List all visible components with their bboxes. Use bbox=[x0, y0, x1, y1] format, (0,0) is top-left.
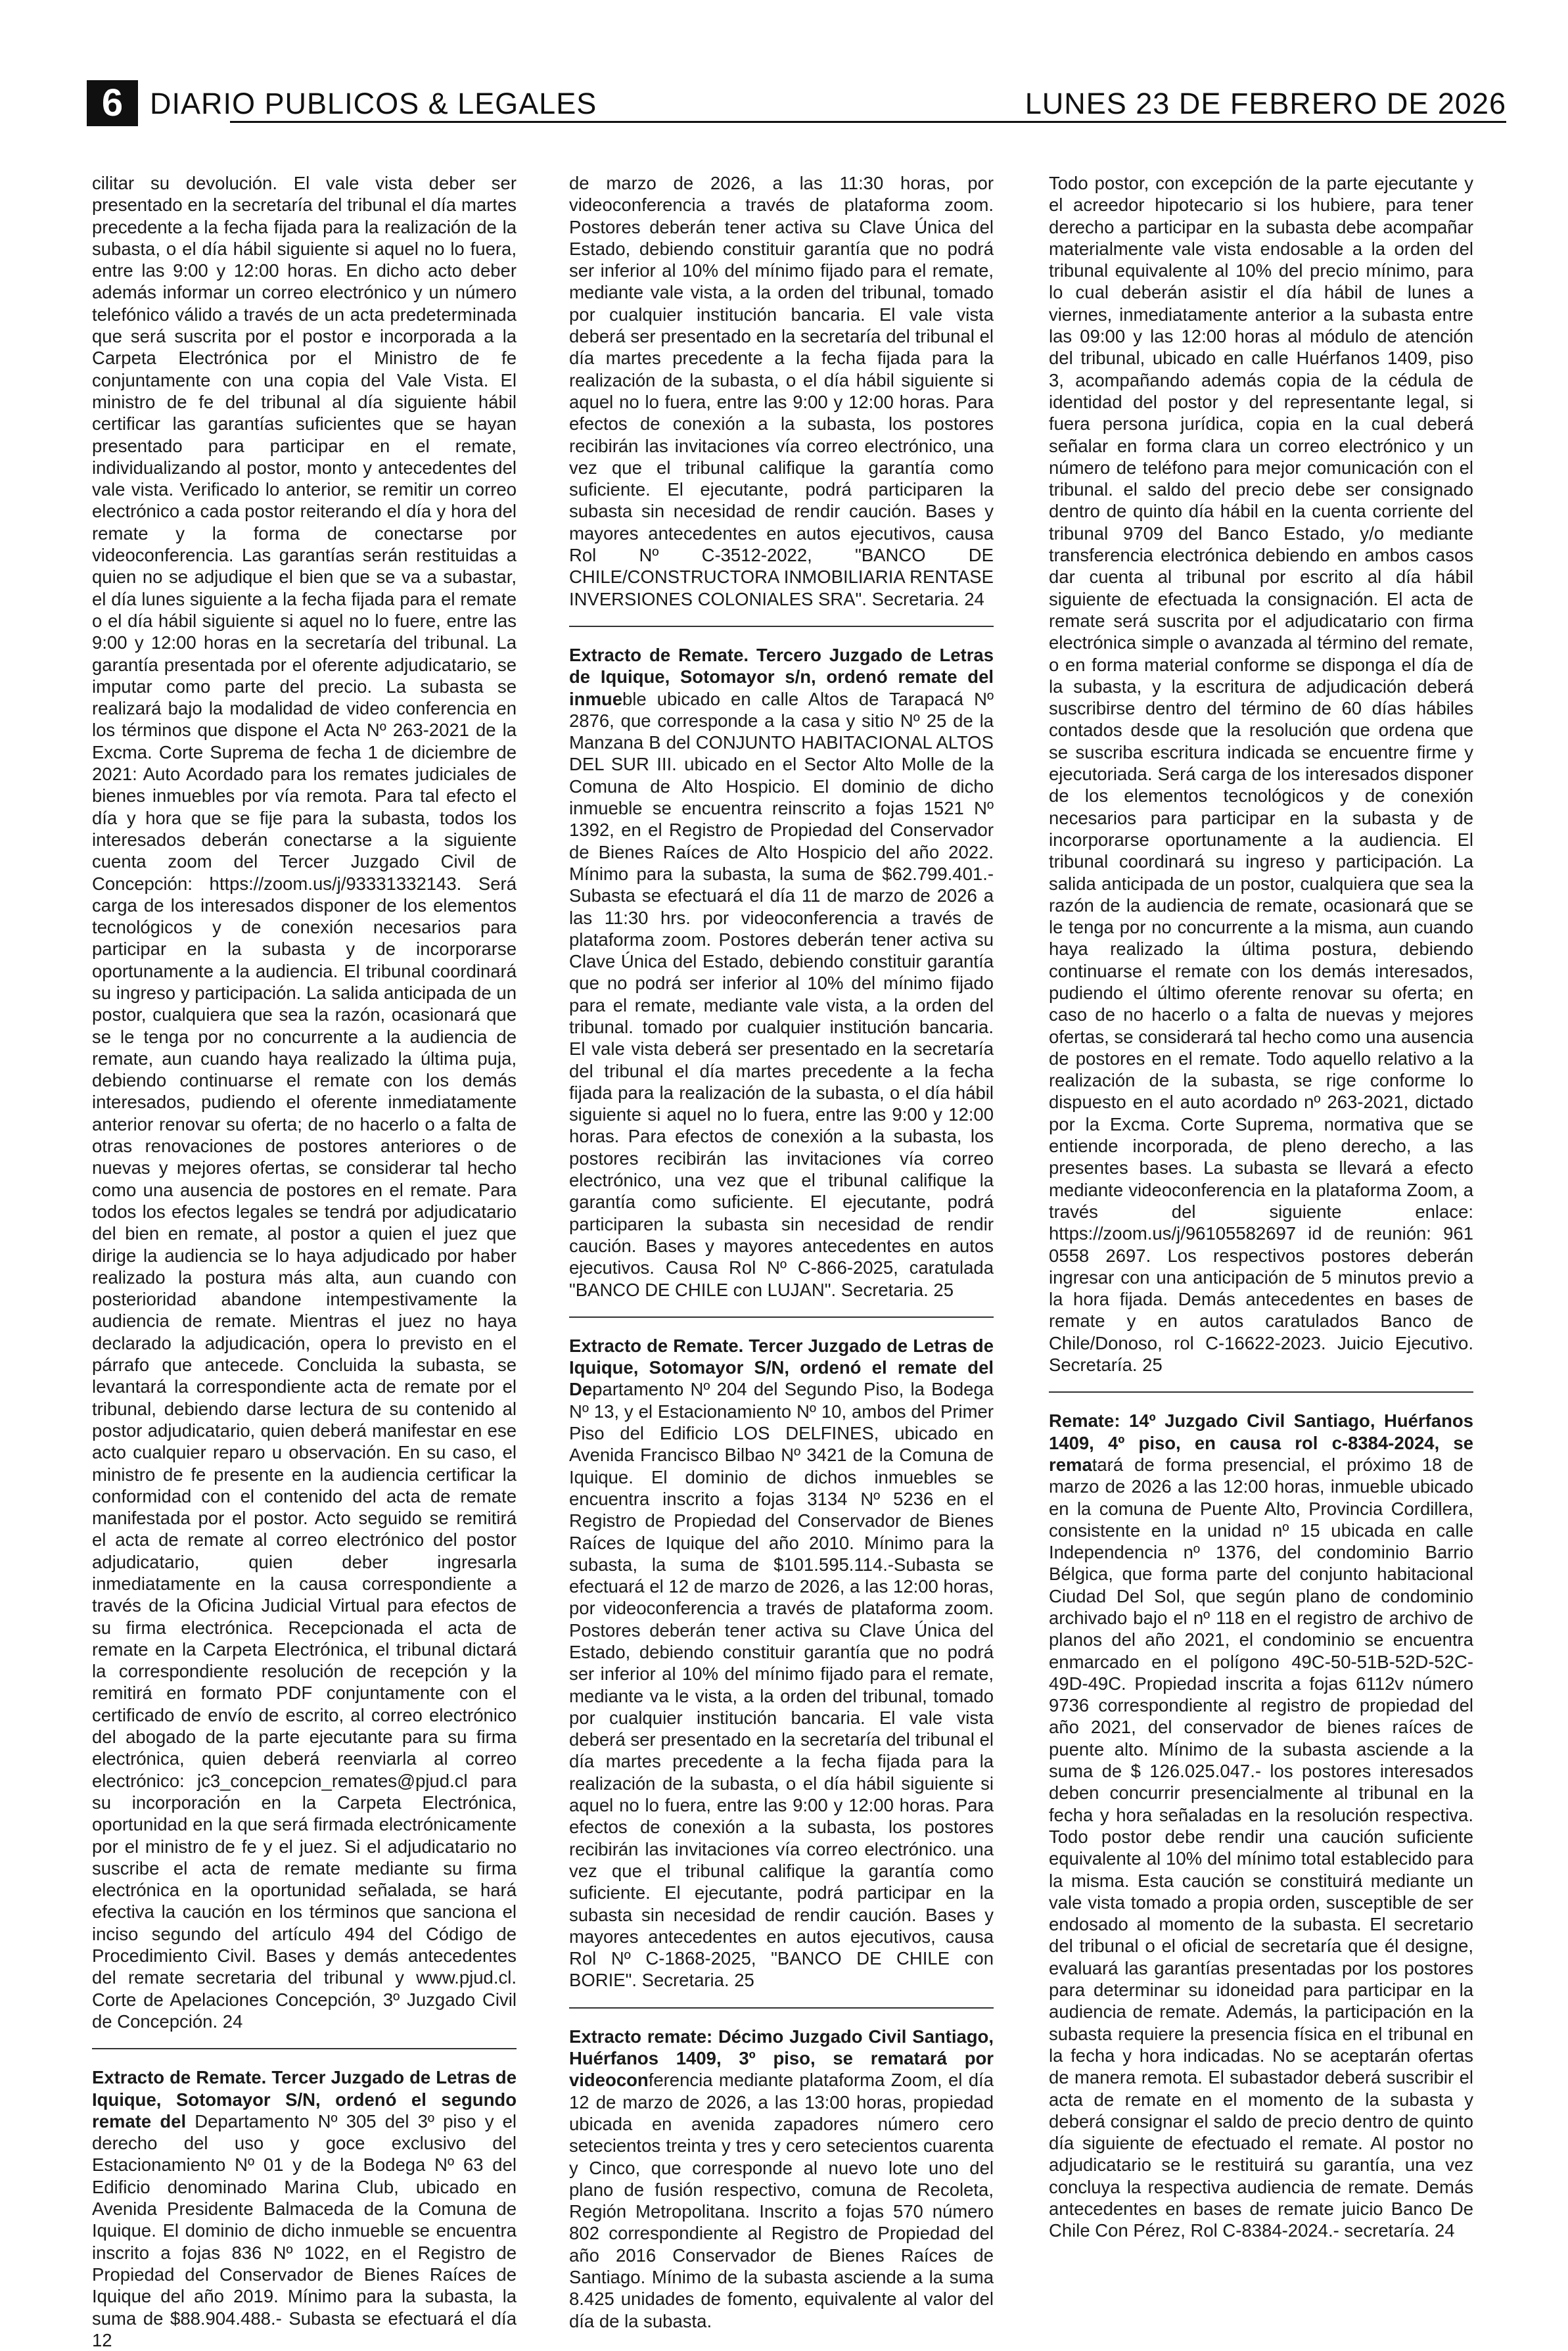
notice-divider bbox=[1049, 1391, 1473, 1393]
notice-heading: Extracto de Remate. Tercero Juzgado de Letras de Iquique, Sotomayor s/n, ordenó remate del inmue bbox=[569, 644, 994, 709]
notice-heading: Extracto remate: Décimo Juzgado Civil Santiago, Huérfanos 1409, 3º piso, se rematará por videocon bbox=[569, 2026, 994, 2091]
notice-body: ble ubicado en calle Altos de Tarapacá Nº 2876, que corresponde a la casa y sitio Nº 25 de la Manzana B del CONJUNTO HABITACIONAL ALTOS DEL SUR III. ubicado en el Sector Alto Molle de la Comuna de Alto Hospicio. El dominio de dicho inmueble se encuentra reinscrito a fojas 1521 Nº 1392, en el Registro de Propiedad del Conservador de Bienes Raíces de Alto Hospicio del año 2022. Mínimo para la subasta, la suma de $62.799.401.- Subasta se efectuará el día 11 de marzo de 2026 a las 11:30 hrs. por videoconferencia a través de plataforma zoom. Postores deberán tener activa su Clave Única del Estado, debiendo constituir garantía que no podrá ser inferior al 10% del mínimo fijado para el remate, mediante vale vista, a la orden del tribunal. tomado por cualquier institución bancaria. El vale vista deberá ser presentado en la secretaría del tribunal el día martes precedente a la fecha fijada para la realización de la subasta, o el día hábil siguiente si aquel no lo fuera, entre las 9:00 y 12:00 horas. Para efectos de conexión a la subasta, los postores recibirán las invitaciones vía correo electrónico, una vez que el tribunal califique la garantía como suficiente. El ejecutante, podrá participaren la subasta sin necesidad de rendir caución. Bases y mayores antecedentes en autos ejecutivos. Causa Rol Nº C-866-2025, caratulada "BANCO DE CHILE con LUJAN". Secretaria. 25 bbox=[569, 688, 994, 1300]
notice-divider bbox=[569, 1316, 994, 1318]
page-header bbox=[87, 80, 1506, 126]
notice-divider bbox=[92, 2048, 517, 2049]
notice-body: partamento Nº 204 del Segundo Piso, la Bodega Nº 13, y el Estacionamiento Nº 10, ambos del Primer Piso del Edificio LOS DELFINES, ubicado en Avenida Francisco Bilbao Nº 3421 de la Comuna de Iquique. El dominio de dichos inmuebles se encuentra inscrito a fojas 3134 Nº 5236 en el Registro de Propiedad del Conservador de Bienes Raíces de Iquique del año 2010. Mínimo para la subasta, la suma de $101.595.114.-Subasta se efectuará el 12 de marzo de 2026, a las 12:00 horas, por videoconferencia a través de plataforma zoom. Postores deberán tener activa su Clave Única del Estado, debiendo constituir garantía que no podrá ser inferior al 10% del mínimo fijado para el remate, mediante va le vista, a la orden del tribunal, tomado por cualquier institución bancaria. El vale vista deberá ser presentado en la secretaría del tribunal el día martes precedente a la fecha fijada para la realización de la subasta, o el día hábil siguiente si aquel no lo fuera, entre las 9:00 y 12:00 horas. Para efectos de conexión a la subasta, los postores recibirán las invitaciones vía correo electrónico. una vez que el tribunal califique la garantía como suficiente. El ejecutante, podrá participar en la subasta sin necesidad de rendir caución. Bases y mayores antecedentes en autos ejecutivos, causa Rol Nº C-1868-2025, "BANCO DE CHILE con BORIE". Secretaria. 25 bbox=[569, 1379, 994, 1991]
notice bbox=[569, 2026, 994, 2332]
notice-body: Todo postor, con excepción de la parte ejecutante y el acreedor hipotecario si los hubiere, para tener derecho a participar en la subasta debe acompañar materialmente vale vista endosable a la orden del tribunal equivalente al 10% del precio mínimo, para lo cual deberán asistir el día hábil de lunes a viernes, inmediatamente anterior a la subasta entre las 09:00 y las 12:00 horas al módulo de atención del tribunal, ubicado en calle Huérfanos 1409, piso 3, acompañando además copia de la cédula de identidad del postor y del representante legal, si fuera persona jurídica, copia en la cual deberá señalar en forma clara un correo electrónico y un número de teléfono para mejor comunicación con el tribunal. el saldo del precio debe ser consignado dentro de quinto día hábil en la cuenta corriente del tribunal 9709 del Banco Estado, y/o mediante transferencia electrónica debiendo en ambos casos dar cuenta al tribunal por escrito al día hábil siguiente de efectuada la consignación. El acta de remate será suscrita por el adjudicatario con firma electrónica simple o avanzada al término del remate, o en forma material conforme se disponga el día de la subasta, y la escritura de adjudicación deberá suscribirse dentro del término de 60 días hábiles contados desde que la resolución que ordena que se suscriba escritura indicada se encuentre firme y ejecutoriada. Será carga de los interesados disponer de los elementos tecnológicos y de conexión necesarios para participar en la subasta y de incorporarse oportunamente a la audiencia. El tribunal coordinará su ingreso y participación. La salida anticipada de un postor, cualquiera que sea la razón de la audiencia de remate, ocasionará que se le tenga por no concurrente a la misma, aun cuando haya realizado la última postura, debiendo continuarse el remate con los demás interesados, pudiendo el último oferente renovar su oferta; en caso de no hacerlo o a falta de nuevas y mejores ofertas, se considerará tal hecho como una ausencia de postores en el remate. Todo aquello relativo a la realización de la subasta, se rige conforme lo dispuesto en el auto acordado nº 263-2021, dictado por la Excma. Corte Suprema, normativa que se entiende incorporada, de pleno derecho, a las presentes bases. La subasta se llevará a efecto mediante videoconferencia en la plataforma Zoom, a través del siguiente enlace: https://zoom.us/j/96105582697 id de reunión: 961 0558 2697. Los respectivos postores deberán ingresar con una anticipación de 5 minutos previo a la hora fijada. Demás antecedentes en bases de remate y en autos caratulados Banco de Chile/Donoso, rol C-16622-2023. Juicio Ejecutivo. Secretaría. 25 bbox=[1049, 173, 1473, 1376]
notice-heading: Extracto de Remate. Tercer Juzgado de Letras de Iquique, Sotomayor S/N, ordenó el remate del De bbox=[569, 1335, 994, 1400]
notice-body: de marzo de 2026, a las 11:30 horas, por videoconferencia a través de plataforma zoom. Postores deberán tener activa su Clave Única del Estado, debiendo constituir garantía que no podrá ser inferior al 10% del mínimo fijado para el remate, mediante vale vista, a la orden del tribunal, tomado por cualquier institución bancaria. El vale vista deberá ser presentado en la secretaría del tribunal el día martes precedente a la fecha fijada para la realización de la subasta, o el día hábil siguiente si aquel no lo fuera, entre las 9:00 y 12:00 horas. Para efectos de conexión a la subasta, los postores recibirán las invitaciones vía correo electrónico, una vez que el tribunal califique la garantía como suficiente. El ejecutante, podrá participaren la subasta sin necesidad de rendir caución. Bases y mayores antecedentes en autos ejecutivos, causa Rol Nº C-3512-2022, "BANCO DE CHILE/CONSTRUCTORA INMOBILIARIA RENTASE INVERSIONES COLONIALES SRA". Secretaria. 24 bbox=[569, 173, 994, 609]
notice-body: cilitar su devolución. El vale vista deber ser presentado en la secretaría del tribunal el día martes precedente a la fecha fijada para la realización de la subasta, o el día hábil siguiente si aquel no lo fuera, entre las 9:00 y 12:00 horas. En dicho acto deber además informar un correo electrónico y un número telefónico válido a través de un acta predeterminada que será suscrita por el postor e incorporada a la Carpeta Electrónica por el Ministro de fe conjuntamente con una copia del Vale Vista. El ministro de fe del tribunal al día siguiente hábil certificar las garantías suficientes que se hayan presentado para participar en el remate, individualizando al postor, monto y antecedentes del vale vista. Verificado lo anterior, se remitir un correo electrónico a cada postor reiterando el día y hora del remate y la forma de conectarse por videoconferencia. Las garantías serán restituidas a quien no se adjudique el bien que se va a subastar, el día lunes siguiente a la fecha fijada para el remate o el día hábil siguiente si aquel no lo fuere, entre las 9:00 y 12:00 horas en la secretaría del tribunal. La garantía presentada por el oferente adjudicatario, se imputar como parte del precio. La subasta se realizará bajo la modalidad de video conferencia en los términos que dispone el Acta Nº 263-2021 de la Excma. Corte Suprema de fecha 1 de diciembre de 2021: Auto Acordado para los remates judiciales de bienes inmuebles por vía remota. Para tal efecto el día y hora que se fije para la subasta, todos los interesados deberán conectarse a la siguiente cuenta zoom del Tercer Juzgado Civil de Concepción: https://zoom.us/j/93331332143. Será carga de los interesados disponer de los elementos tecnológicos y de conexión necesarios para participar en la subasta y de incorporarse oportunamente a la audiencia. El tribunal coordinará su ingreso y participación. La salida anticipada de un postor, cualquiera que sea la razón, ocasionará que se le tenga por no concurrente a la audiencia de remate, aun cuando haya realizado la última puja, debiendo continuarse el remate con los demás interesados, pudiendo el oferente inmediatamente anterior renovar su oferta; de no hacerlo o a falta de otras renovaciones de postores anteriores o de nuevas y mejores ofertas, se considerar tal hecho como una ausencia de postores en el remate. Para todos los efectos legales se tendrá por adjudicatario del bien en remate, al postor a quien el juez que dirige la audiencia se lo haya adjudicado por haber realizado la postura más alta, aun cuando con posterioridad abandone intempestivamente la audiencia de remate. Mientras el juez no haya declarado la adjudicación, opera lo previsto en el párrafo que antecede. Concluida la subasta, se levantará la correspondiente acta de remate por el tribunal, debiendo darse lectura de su contenido al postor adjudicatario, quien deberá manifestar en ese acto cualquier reparo u observación. En su caso, el ministro de fe presente en la audiencia certificar la conformidad con el contenido del acta de remate manifestada por el postor. Acto seguido se remitirá el acta de remate al correo electrónico del postor adjudicatario, quien deber ingresarla inmediatamente en la causa correspondiente a través de la Oficina Judicial Virtual para efectos de su firma electrónica. Recepcionada el acta de remate en la Carpeta Electrónica, el tribunal dictará la correspondiente resolución de recepción y la remitirá en formato PDF conjuntamente con el certificado de envío de escrito, al correo electrónico del abogado de la parte ejecutante para su firma electrónica, quien deberá reenviarla al correo electrónico: jc3_concepcion_remates@pjud.cl para su incorporación en la Carpeta Electrónica, oportunidad en la que será firmada electrónicamente por el ministro de fe y el juez. Si el adjudicatario no suscribe el acta de remate mediante su firma electrónica en la oportunidad señalada, se hará efectiva la caución en los términos que sanciona el inciso segundo del artículo 494 del Código de Procedimiento Civil. Bases y demás antecedentes del remate secretaria del tribunal y www.pjud.cl. Corte de Apelaciones Concepción, 3º Juzgado Civil de Concepción. 24 bbox=[92, 173, 517, 2032]
notice bbox=[569, 644, 994, 1301]
publication-name: DIARIO PUBLICOS & LEGALES bbox=[150, 87, 597, 120]
notice-body: Departamento Nº 305 del 3º piso y el derecho del uso y goce exclusivo del Estacionamiento Nº 01 y de la Bodega Nº 63 del Edificio denominado Marina Club, ubicado en Avenida Presidente Balmaceda de la Comuna de Iquique. El dominio de dicho inmueble se encuentra inscrito a fojas 836 Nº 1022, en el Registro de Propiedad del Conservador de Bienes Raíces de Iquique del año 2019. Mínimo para la subasta, la suma de $88.904.488.- Subasta se efectuará el día 12 bbox=[92, 2110, 517, 2350]
notice-body: ferencia mediante plataforma Zoom, el día 12 de marzo de 2026, a las 13:00 horas, propiedad ubicada en avenida zapadores número cero setecientos treinta y tres y cero setecientos cuarenta y Cinco, que corresponde al nuevo lote uno del plano de fusión respectivo, comuna de Recoleta, Región Metropolitana. Inscrito a fojas 570 número 802 correspondiente al Registro de Propiedad del año 2016 Conservador de Bienes Raíces de Santiago. Mínimo de la subasta asciende a la suma 8.425 unidades de fomento, equivalente al valor del día de la subasta. bbox=[569, 2070, 994, 2331]
notice-divider bbox=[569, 2007, 994, 2009]
notice bbox=[92, 2066, 517, 2351]
notice bbox=[1049, 1410, 1473, 2241]
notice-continuation bbox=[92, 172, 517, 2032]
column-1 bbox=[92, 172, 517, 2350]
notice-heading: Remate: 14º Juzgado Civil Santiago, Huérfanos 1409, 4º piso, en causa rol c-8384-2024, se rema bbox=[1049, 1410, 1473, 1475]
page-number: 6 bbox=[87, 80, 138, 126]
notice-continuation bbox=[569, 172, 994, 610]
column-3 bbox=[1049, 172, 1473, 2243]
header-rule bbox=[230, 121, 1506, 123]
notice-body: tará de forma presencial, el próximo 18 de marzo de 2026 a las 12:00 horas, inmueble ubicado en la comuna de Puente Alto, Provincia Cordillera, consistente en la unidad nº 15 ubicada en calle Independencia nº 1376, del condominio Barrio Bélgica, que forma parte del conjunto habitacional Ciudad Del Sol, que según plano de condominio archivado bajo el nº 118 en el registro de archivo de planos del año 2021, el condominio se encuentra enmarcado en el polígono 49C-50-51B-52D-52C-49D-49C. Propiedad inscrita a fojas 6112v número 9736 correspondiente al registro de propiedad del año 2021, del conservador de bienes raíces de puente alto. Mínimo de la subasta asciende a la suma de $ 126.025.047.- los postores interesados deben concurrir presencialmente al tribunal en la fecha y hora señaladas en la resolución respectiva. Todo postor debe rendir una caución suficiente equivalente al 10% del mínimo total establecido para la misma. Esta caución se constituirá mediante un vale vista tomado a propia orden, susceptible de ser endosado al momento de la subasta. El secretario del tribunal o el oficial de secretaría que él designe, evaluará las garantías presentadas por los postores para determinar su idoneidad para participar en la audiencia de remate. Además, la participación en la subasta requiere la presencia física en el tribunal en la fecha y hora indicadas. No se aceptarán ofertas de manera remota. El subastador deberá suscribir el acta de remate en el momento de la subasta y deberá consignar el saldo de precio dentro de quinto día siguiente de efectuado el remate. Al postor no adjudicatario se le restituirá su garantía, una vez concluya la respectiva audiencia de remate. Demás antecedentes en bases de remate juicio Banco De Chile Con Pérez, Rol C-8384-2024.- secretaría. 24 bbox=[1049, 1454, 1473, 2241]
notice-divider bbox=[569, 626, 994, 627]
notice-continuation bbox=[1049, 172, 1473, 1376]
publication-date: LUNES 23 DE FEBRERO DE 2026 bbox=[1025, 87, 1506, 120]
notice-heading: Extracto de Remate. Tercer Juzgado de Letras de Iquique, Sotomayor S/N, ordenó el segundo remate del bbox=[92, 2067, 517, 2131]
notice bbox=[569, 1335, 994, 1991]
column-2 bbox=[569, 172, 994, 2331]
